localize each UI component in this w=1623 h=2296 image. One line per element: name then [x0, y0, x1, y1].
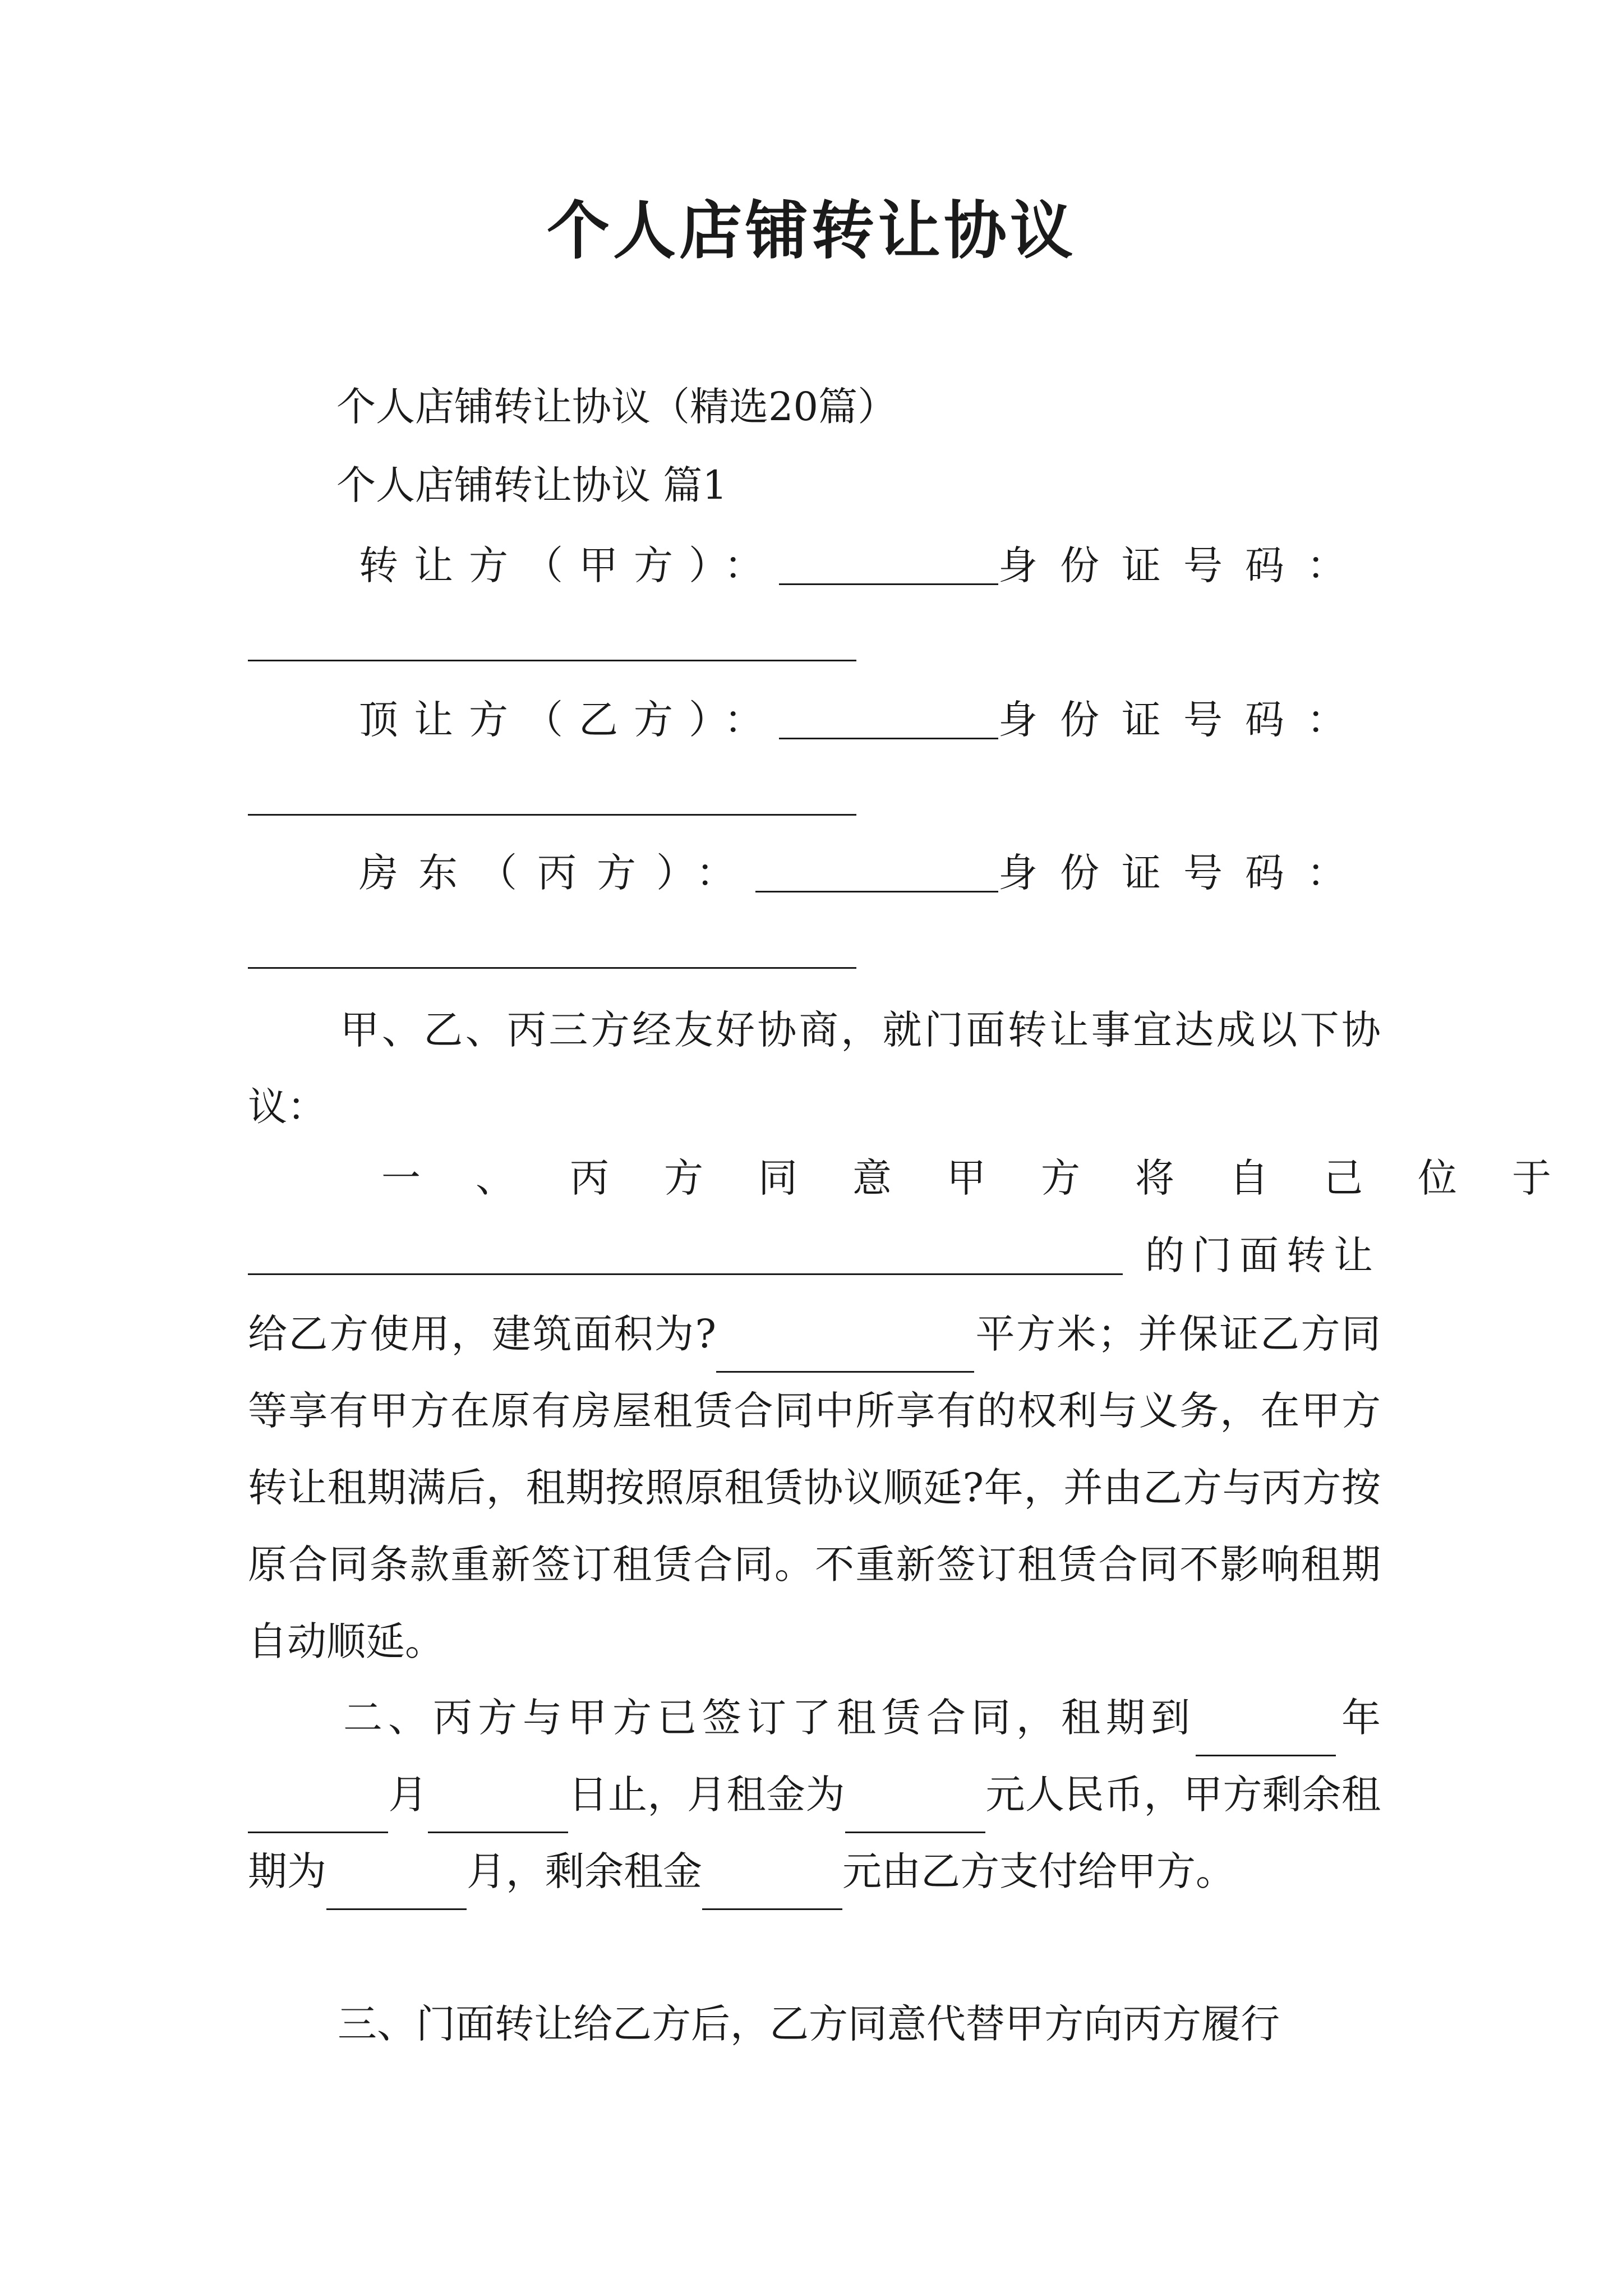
- clause2-remaining-rent-blank: [702, 1869, 842, 1910]
- party-a-id-blank: [248, 660, 856, 661]
- party-c-id-blank: [248, 967, 856, 969]
- clause2-a: 二、丙方与甲方已签订了租赁合同，租期到: [338, 1695, 1196, 1741]
- clause2-rent-blank: [845, 1792, 985, 1833]
- clause3-paragraph: [248, 1986, 1381, 2063]
- document-subtitle: 个人店铺转让协议（精选20篇）: [336, 384, 897, 430]
- party-b-row: [359, 697, 1368, 743]
- party-c-name-blank: [755, 852, 998, 892]
- document-title: 个人店铺转让协议: [547, 194, 1076, 268]
- party-a-label: 转让方（甲方）：: [359, 542, 779, 588]
- clause2-remaining-months-blank: [326, 1869, 467, 1910]
- clause2-month-blank: [248, 1792, 388, 1833]
- clause2-paragraph: [248, 1680, 1381, 1910]
- clause2-g: 元由乙方支付给甲方。: [842, 1848, 1235, 1894]
- clause1-address-row: [248, 1232, 1381, 1278]
- clause1-paragraph: [248, 1296, 1381, 1680]
- clause2-day-blank: [428, 1792, 568, 1833]
- clause3-text: 三、门面转让给乙方后，乙方同意代替甲方向丙方履行: [338, 2001, 1280, 2047]
- party-a-id-label: 身份证号码：: [998, 542, 1368, 588]
- clause2-b: 年: [1336, 1695, 1381, 1741]
- clause2-year-blank: [1196, 1715, 1336, 1756]
- clause1-c: 平方米；并保证乙方同等享有甲方在原有房屋租赁合同中所享有的权利与义务，在甲方转让租期满后，租期按照原租赁协议顺延?年，并由乙方与丙方按原合同条款重新签订租赁合同。不重新签订租赁合同不影响租期自动顺延。: [248, 1311, 1381, 1664]
- clause1-b: 给乙方使用，建筑面积为?: [248, 1311, 717, 1357]
- clause2-e: 元人民币，甲方剩余租期为: [248, 1772, 1381, 1894]
- party-c-label: 房东（丙方）：: [359, 850, 755, 896]
- section-heading: 个人店铺转让协议 篇1: [336, 462, 727, 508]
- party-b-id-label: 身份证号码：: [998, 697, 1368, 743]
- intro-paragraph: [248, 992, 1381, 1145]
- party-c-row: [359, 850, 1368, 896]
- clause1-a: 的门面转让: [1145, 1232, 1381, 1278]
- intro-text: 甲、乙、丙三方经友好协商，就门面转让事宜达成以下协议：: [248, 1007, 1381, 1130]
- party-a-row: [359, 542, 1368, 588]
- clause2-c: 月: [388, 1772, 428, 1818]
- party-c-id-label: 身份证号码：: [998, 850, 1368, 896]
- clause2-d: 日止，月租金为: [568, 1772, 845, 1818]
- clause1-address-blank: [248, 1234, 1123, 1275]
- party-b-label: 顶让方（乙方）：: [359, 697, 779, 743]
- party-a-name-blank: [779, 544, 998, 585]
- clause1-lead-row: [381, 1155, 1606, 1201]
- party-b-name-blank: [779, 698, 998, 739]
- clause1-area-blank: [716, 1332, 974, 1373]
- clause2-f: 月，剩余租金: [467, 1848, 702, 1894]
- clause1-lead: 一、丙方同意甲方将自己位于: [381, 1155, 1606, 1201]
- party-b-id-blank: [248, 814, 856, 816]
